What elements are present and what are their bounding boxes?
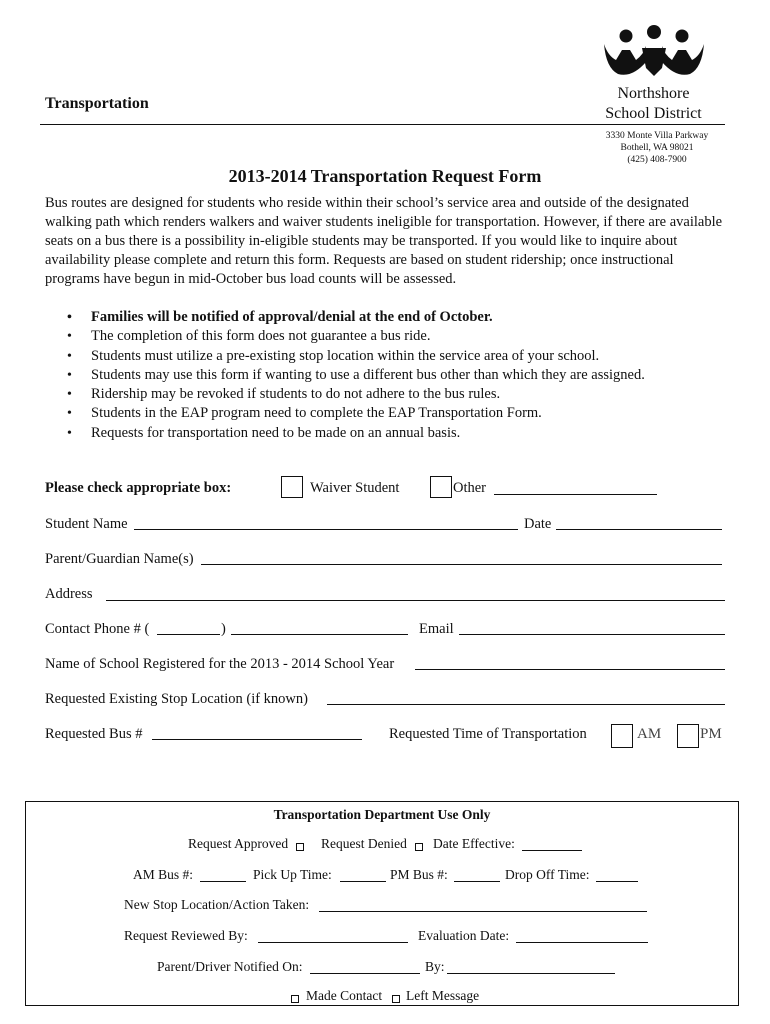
office-use-box <box>25 801 739 1006</box>
made-contact-checkbox[interactable] <box>291 995 299 1003</box>
email-field[interactable] <box>459 634 725 635</box>
bullet-icon: • <box>67 329 72 345</box>
pick-up-time-field[interactable] <box>340 881 386 882</box>
bullet-icon: • <box>67 348 72 364</box>
contact-phone-paren: ) <box>221 621 226 637</box>
parent-guardian-label: Parent/Guardian Name(s) <box>45 551 194 567</box>
left-message-label: Left Message <box>406 988 480 1003</box>
list-item-text: Students in the EAP program need to complete the EAP Transportation Form. <box>91 405 542 422</box>
parent-driver-notified-field[interactable] <box>310 973 420 974</box>
waiver-student-checkbox[interactable] <box>281 476 303 498</box>
list-item <box>67 424 727 443</box>
form-title: 2013-2014 Transportation Request Form <box>228 166 542 186</box>
new-stop-field[interactable] <box>319 911 647 912</box>
area-code-field[interactable] <box>157 634 220 635</box>
am-label: AM <box>637 726 662 742</box>
district-logo <box>604 24 704 80</box>
list-item <box>67 327 727 346</box>
list-item <box>67 366 727 385</box>
date-label: Date <box>524 516 552 532</box>
list-item <box>67 385 727 404</box>
contact-phone-label: Contact Phone # ( <box>45 621 150 637</box>
left-message-checkbox[interactable] <box>392 995 400 1003</box>
request-denied-label: Request Denied <box>321 836 407 851</box>
address-phone: (425) 408-7900 <box>627 155 687 165</box>
date-effective-field[interactable] <box>522 850 582 851</box>
list-item-text: Students may use this form if wanting to use a different bus other than which they are assigned. <box>91 366 645 383</box>
other-field[interactable] <box>494 494 657 495</box>
notified-by-field[interactable] <box>447 973 615 974</box>
list-item <box>67 404 727 423</box>
district-name-line-2: School District <box>605 105 702 122</box>
pick-up-time-label: Pick Up Time: <box>253 867 332 882</box>
am-bus-label: AM Bus #: <box>133 867 194 882</box>
request-reviewed-by-field[interactable] <box>258 942 408 943</box>
district-name <box>592 84 715 124</box>
date-effective-label: Date Effective: <box>433 836 515 851</box>
rules-list <box>67 308 727 443</box>
requested-bus-label: Requested Bus # <box>45 726 143 742</box>
existing-stop-label: Requested Existing Stop Location (if known) <box>45 691 308 707</box>
bullet-icon: • <box>67 310 72 325</box>
pm-checkbox[interactable] <box>677 724 699 748</box>
district-address <box>592 130 722 166</box>
student-name-label: Student Name <box>45 516 128 532</box>
list-item-text: Requests for transportation need to be made on an annual basis. <box>91 424 461 441</box>
check-box-prompt: Please check appropriate box: <box>45 480 232 496</box>
list-item-text: Families will be notified of approval/denial at the end of October. <box>91 309 493 325</box>
new-stop-label: New Stop Location/Action Taken: <box>124 897 310 912</box>
pm-bus-label: PM Bus #: <box>390 867 448 882</box>
office-use-title: Transportation Department Use Only <box>273 807 491 822</box>
existing-stop-field[interactable] <box>327 704 725 705</box>
request-reviewed-by-label: Request Reviewed By: <box>124 928 248 943</box>
am-checkbox[interactable] <box>611 724 633 748</box>
notified-by-label: By: <box>425 959 445 974</box>
email-label: Email <box>419 621 454 637</box>
pm-label: PM <box>700 726 722 742</box>
request-approved-checkbox[interactable] <box>296 843 304 851</box>
parent-driver-notified-label: Parent/Driver Notified On: <box>157 959 303 974</box>
made-contact-label: Made Contact <box>306 988 383 1003</box>
request-denied-checkbox[interactable] <box>415 843 423 851</box>
evaluation-date-field[interactable] <box>516 942 648 943</box>
list-item-text: Ridership may be revoked if students to do not adhere to the bus rules. <box>91 386 501 403</box>
other-checkbox[interactable] <box>430 476 452 498</box>
address-street: 3330 Monte Villa Parkway <box>605 131 709 141</box>
list-item-text: Students must utilize a pre-existing stop location within the service area of your school. <box>91 347 600 364</box>
document-heading: Transportation <box>45 95 149 112</box>
district-name-line-1: Northshore <box>617 85 690 102</box>
intro-paragraph: Bus routes are designed for students who reside within their school’s service area and outside of the designated walking path which renders walkers and waiver students ineligible for transportation. However, if there are available seats on a bus there is a possibility in-eligible students may be transported. If you would like to inquire about availability please complete and return this form. Requests are based on student ridership; once instructional programs have begun in mid-October bus load counts will be assessed. <box>45 195 723 287</box>
am-bus-field[interactable] <box>200 881 246 882</box>
bullet-icon: • <box>67 387 72 403</box>
contact-phone-field[interactable] <box>231 634 408 635</box>
pm-bus-field[interactable] <box>454 881 500 882</box>
bullet-icon: • <box>67 406 72 422</box>
list-item <box>67 308 727 327</box>
bullet-icon: • <box>67 367 72 383</box>
address-city: Bothell, WA 98021 <box>620 143 694 153</box>
bullet-icon: • <box>67 425 72 441</box>
list-item <box>67 347 727 366</box>
address-label: Address <box>45 586 93 602</box>
school-registered-label: Name of School Registered for the 2013 - 2014 School Year <box>45 656 395 672</box>
drop-off-time-label: Drop Off Time: <box>505 867 590 882</box>
list-item-text: The completion of this form does not guarantee a bus ride. <box>91 328 431 345</box>
evaluation-date-label: Evaluation Date: <box>418 928 510 943</box>
student-name-field[interactable] <box>134 529 518 530</box>
header-divider <box>40 124 725 125</box>
request-approved-label: Request Approved <box>188 836 289 851</box>
school-registered-field[interactable] <box>415 669 725 670</box>
requested-time-label: Requested Time of Transportation <box>389 726 587 742</box>
other-label: Other <box>453 480 487 496</box>
parent-guardian-field[interactable] <box>201 564 722 565</box>
date-field[interactable] <box>556 529 722 530</box>
drop-off-time-field[interactable] <box>596 881 638 882</box>
address-field[interactable] <box>106 600 725 601</box>
requested-bus-field[interactable] <box>152 739 362 740</box>
waiver-student-label: Waiver Student <box>310 480 400 496</box>
